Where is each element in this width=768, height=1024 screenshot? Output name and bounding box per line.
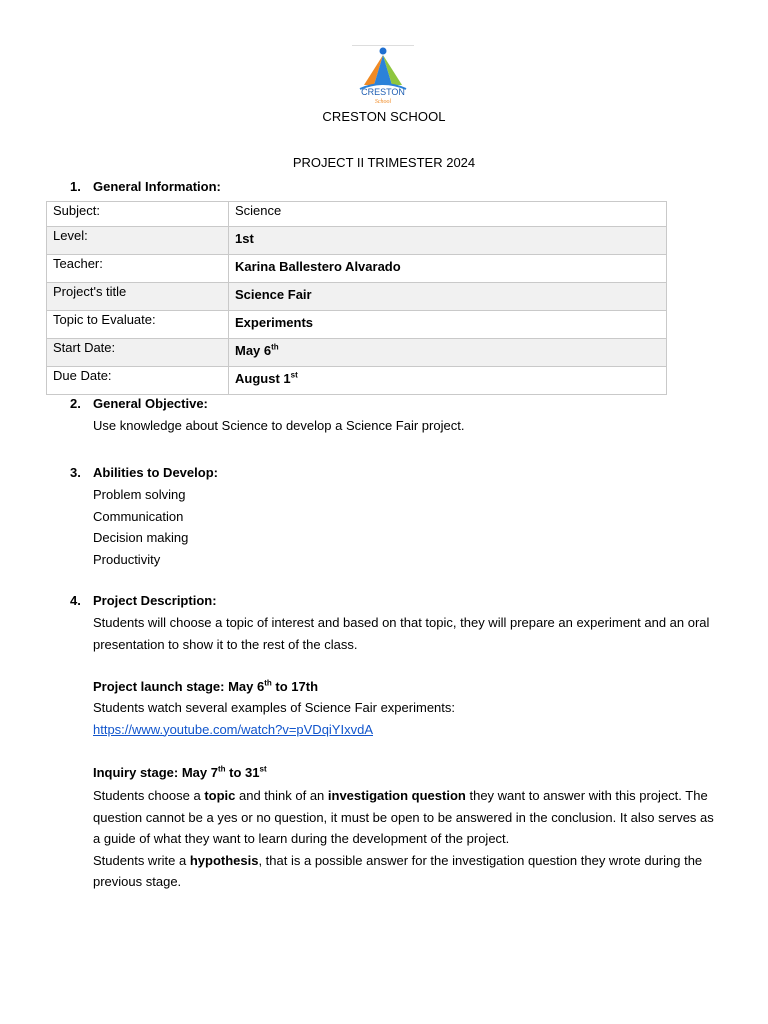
- table-row: [47, 283, 667, 311]
- row-value: 1st: [229, 227, 667, 255]
- project-launch-text: Students watch several examples of Science Fair experiments: https://www.youtube.com/watch?v=pVDqiYIxvdA: [93, 697, 723, 740]
- table-row: [47, 311, 667, 339]
- section-2-heading: 2. General Objective:: [70, 396, 208, 411]
- row-label: Teacher:: [47, 255, 229, 283]
- row-value: Experiments: [229, 311, 667, 339]
- inquiry-stage-text: [93, 785, 723, 893]
- svg-text:CRESTON: CRESTON: [361, 87, 405, 97]
- list-item: Problem solving: [93, 487, 186, 502]
- svg-text:School: School: [374, 99, 392, 105]
- inquiry-paragraph-1: Students choose a topic and think of an investigation question they want to answer with this project. The question cannot be a yes or no question, it must be open to be answered in the conclusion. It also serves as a guide of what they want to learn during the development of the project.: [93, 788, 714, 846]
- abilities-list: [93, 484, 723, 570]
- general-objective-text: Use knowledge about Science to develop a Science Fair project.: [93, 418, 465, 433]
- creston-school-logo: [352, 45, 414, 105]
- project-launch-heading: Project launch stage: May 6th to 17th: [93, 678, 319, 694]
- row-value: Science Fair: [229, 283, 667, 311]
- row-value: May 6th: [229, 339, 667, 367]
- inquiry-stage-heading: Inquiry stage: May 7th to 31st: [93, 764, 267, 780]
- table-row: [47, 255, 667, 283]
- project-description-text: Students will choose a topic of interest and based on that topic, they will prepare an experiment and an oral presentation to show it to the rest of the class.: [93, 615, 710, 652]
- table-row: [47, 202, 667, 227]
- list-item: Productivity: [93, 551, 161, 567]
- row-value: Science: [229, 202, 667, 227]
- row-value: Karina Ballestero Alvarado: [229, 255, 667, 283]
- row-label: Topic to Evaluate:: [47, 311, 229, 339]
- row-label: Start Date:: [47, 339, 229, 367]
- row-label: Subject:: [47, 202, 229, 227]
- list-item: Communication: [93, 508, 184, 524]
- table-row: [47, 227, 667, 255]
- list-item: Decision making: [93, 530, 189, 545]
- inquiry-paragraph-2: Students write a hypothesis, that is a possible answer for the investigation question they wrote during the previous stage.: [93, 852, 703, 889]
- video-link[interactable]: https://www.youtube.com/watch?v=pVDqiYIxvdA: [93, 721, 373, 737]
- section-4-heading: 4. Project Description:: [70, 593, 217, 608]
- school-name: CRESTON SCHOOL: [322, 109, 446, 124]
- section-1-heading: 1. General Information:: [70, 179, 221, 194]
- row-label: Project's title: [47, 283, 229, 311]
- table-row: [47, 367, 667, 395]
- row-label: Due Date:: [47, 367, 229, 395]
- document-title: PROJECT II TRIMESTER 2024: [292, 155, 476, 170]
- row-value: August 1st: [229, 367, 667, 395]
- row-label: Level:: [47, 227, 229, 255]
- general-information-table: [46, 201, 667, 395]
- section-3-heading: 3. Abilities to Develop:: [70, 465, 218, 480]
- table-row: [47, 339, 667, 367]
